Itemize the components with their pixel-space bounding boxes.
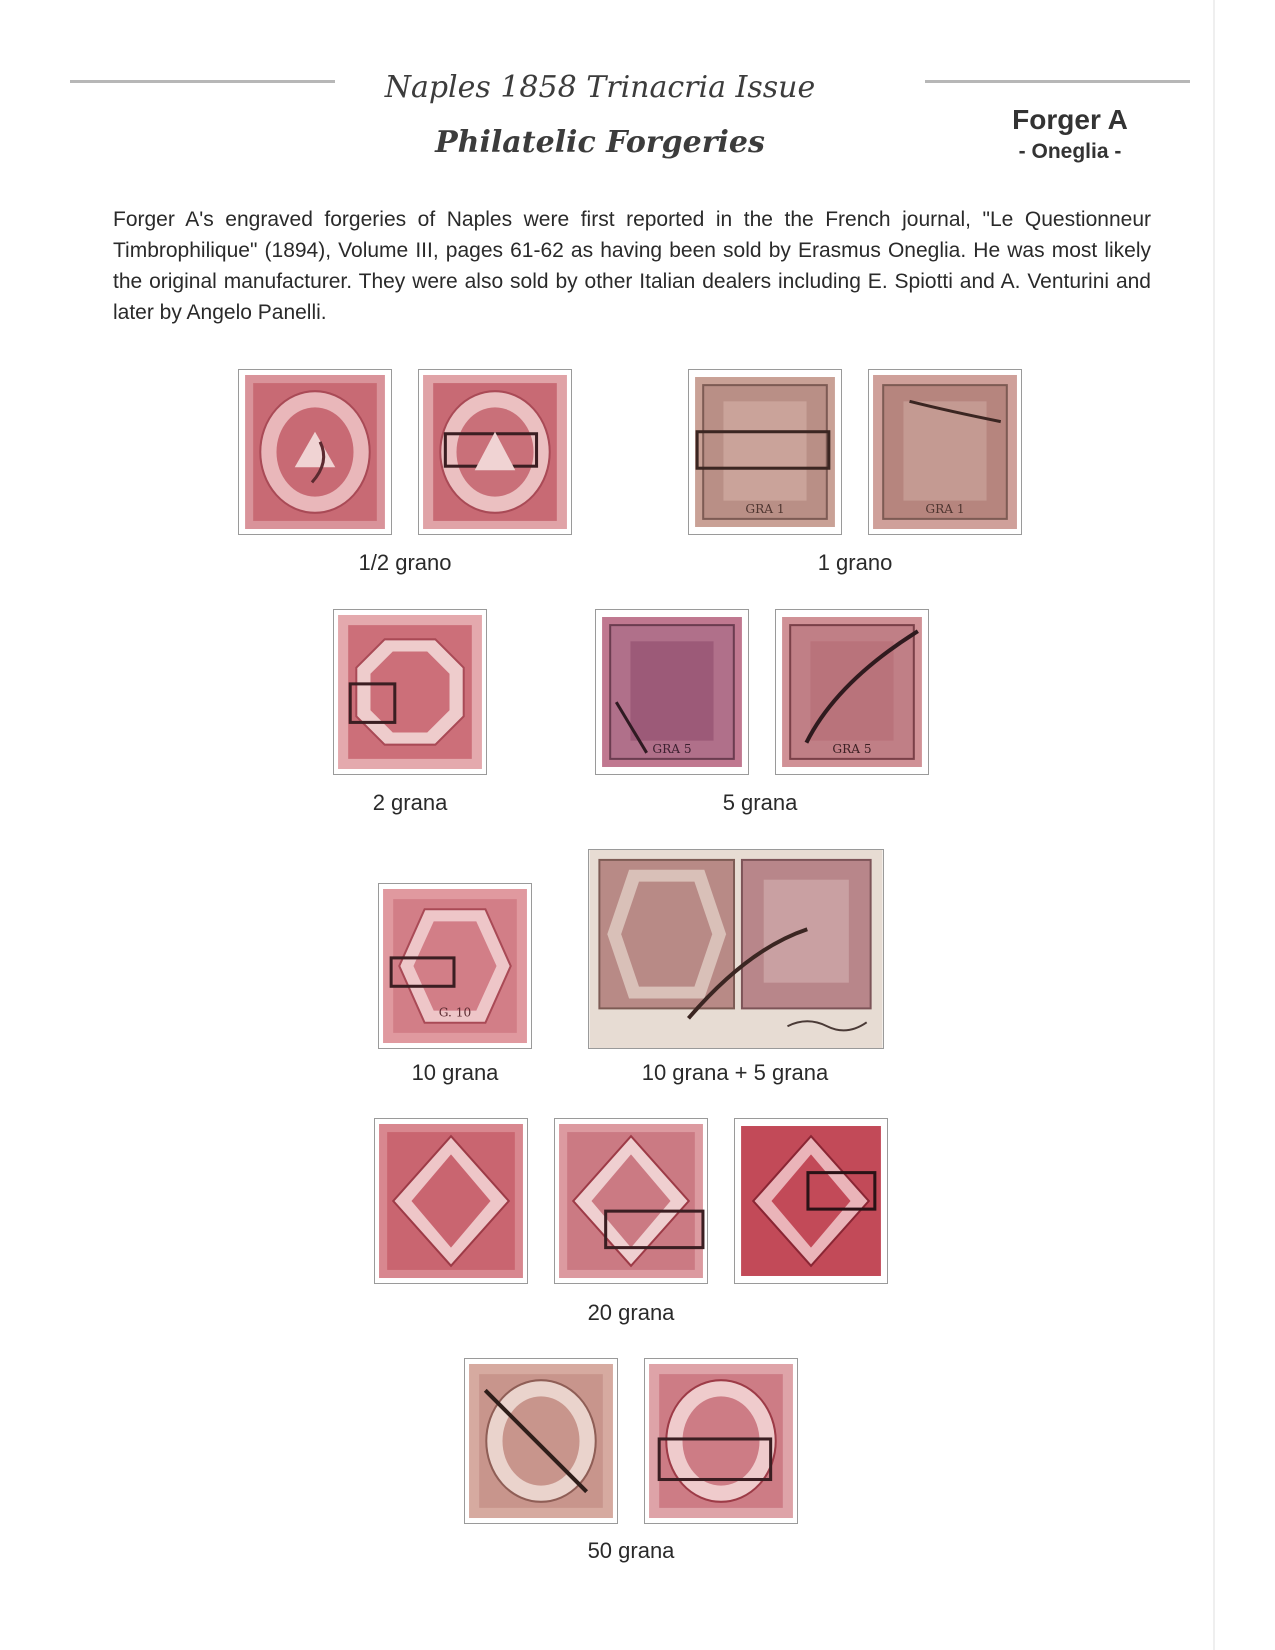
svg-text:GRA 1: GRA 1 [745,501,785,516]
stamp-twenty-grana-1 [374,1118,528,1284]
stamp-fifty-grana-1 [464,1358,618,1524]
stamp-ten-plus-five-pair [588,849,884,1049]
header-rule-right [925,80,1190,83]
stamp-half-grano-1 [238,369,392,535]
svg-text:GRA 5: GRA 5 [652,741,692,756]
stamp-one-grano-1 [688,369,842,535]
stamp-five-grana-2 [775,609,929,775]
stamp-ten-grana [378,883,532,1049]
caption-ten-grana: 10 grana [411,1060,499,1085]
caption-one-grano: 1 grano [817,550,893,575]
caption-two-grana: 2 grana [372,790,448,815]
page-title-line2: Philatelic Forgeries [435,125,765,160]
stamp-fifty-grana-2 [644,1358,798,1524]
stamp-twenty-grana-3 [734,1118,888,1284]
caption-fifty-grana: 50 grana [587,1538,675,1563]
svg-text:GRA 1: GRA 1 [925,501,965,516]
svg-text:G. 10: G. 10 [438,1005,472,1020]
scan-edge [1213,0,1215,1650]
stamp-half-grano-2 [418,369,572,535]
svg-text:GRA 5: GRA 5 [832,741,872,756]
header-rule-left [70,80,335,83]
intro-paragraph: Forger A's engraved forgeries of Naples were first reported in the the French journal, "Le Questionneur Timbrophilique" (1894), Volume III, pages 61-62 as having been sold by Erasmus Oneglia. He was most likely the original manufacturer. They were also sold by other Italian dealers including E. Spiotti and A. Venturini and later by Angelo Panelli. [113,208,1151,324]
caption-twenty-grana: 20 grana [587,1300,675,1325]
stamp-two-grana [333,609,487,775]
forger-name: Forger A [1012,104,1128,135]
page-title-line1: Naples 1858 Trinacria Issue [384,70,816,105]
caption-half-grano: 1/2 grano [358,550,452,575]
stamp-twenty-grana-2 [554,1118,708,1284]
stamp-five-grana-1 [595,609,749,775]
stamp-one-grano-2 [868,369,1022,535]
forger-subtitle: - Oneglia - [1018,140,1122,163]
caption-ten-plus-five: 10 grana + 5 grana [641,1060,829,1085]
caption-five-grana: 5 grana [722,790,798,815]
